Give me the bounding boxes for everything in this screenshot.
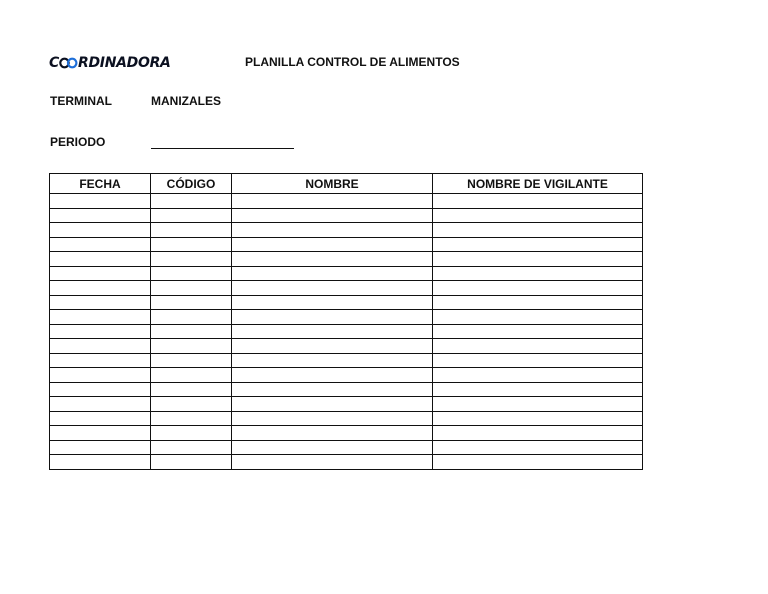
table-cell[interactable] [151,339,232,354]
table-cell[interactable] [232,237,433,252]
table-cell[interactable] [433,339,643,354]
food-control-table [49,173,643,470]
table-cell[interactable] [50,339,151,354]
table-row [50,353,643,368]
table-cell[interactable] [151,281,232,296]
table-cell[interactable] [433,426,643,441]
table-cell[interactable] [232,324,433,339]
table-cell[interactable] [232,252,433,267]
table-row [50,281,643,296]
table-cell[interactable] [232,440,433,455]
table-cell[interactable] [232,397,433,412]
table-cell[interactable] [50,208,151,223]
coordinadora-logo [49,54,171,72]
table-cell[interactable] [433,208,643,223]
table-cell[interactable] [151,440,232,455]
table-cell[interactable] [50,310,151,325]
table-cell[interactable] [151,237,232,252]
table-cell[interactable] [151,411,232,426]
table-cell[interactable] [433,455,643,470]
table-cell[interactable] [151,353,232,368]
table-cell[interactable] [50,223,151,238]
table-cell[interactable] [50,295,151,310]
periodo-field[interactable] [151,148,294,149]
table-cell[interactable] [151,252,232,267]
table-cell[interactable] [433,295,643,310]
table-cell[interactable] [232,281,433,296]
table-cell[interactable] [433,382,643,397]
table-cell[interactable] [433,440,643,455]
periodo-label: PERIODO [50,135,106,149]
table-cell[interactable] [50,252,151,267]
table-cell[interactable] [151,194,232,209]
table-row [50,368,643,383]
table-cell[interactable] [151,324,232,339]
terminal-value: MANIZALES [151,94,221,108]
table-cell[interactable] [433,324,643,339]
table-cell[interactable] [50,455,151,470]
table-cell[interactable] [50,324,151,339]
table-cell[interactable] [232,426,433,441]
table-cell[interactable] [433,281,643,296]
table-cell[interactable] [232,223,433,238]
table-cell[interactable] [50,281,151,296]
table-cell[interactable] [50,237,151,252]
table-cell[interactable] [232,368,433,383]
table-cell[interactable] [232,455,433,470]
table-cell[interactable] [433,411,643,426]
table-cell[interactable] [433,252,643,267]
terminal-label: TERMINAL [50,94,112,108]
table-cell[interactable] [151,295,232,310]
logo-letter-c: C [49,55,59,71]
table-row [50,411,643,426]
table-cell[interactable] [50,194,151,209]
table-cell[interactable] [50,353,151,368]
table-cell[interactable] [232,266,433,281]
table-cell[interactable] [151,208,232,223]
table-cell[interactable] [433,194,643,209]
table-cell[interactable] [433,237,643,252]
table-cell[interactable] [151,368,232,383]
table-cell[interactable] [151,455,232,470]
logo-rings-icon [59,57,78,69]
table-row [50,440,643,455]
table-cell[interactable] [151,426,232,441]
table-row [50,295,643,310]
table-row [50,397,643,412]
column-header-codigo: CÓDIGO [151,174,232,194]
table-cell[interactable] [232,411,433,426]
table-cell[interactable] [433,266,643,281]
column-header-nombre-vigilante: NOMBRE DE VIGILANTE [433,174,643,194]
table-cell[interactable] [50,426,151,441]
table-cell[interactable] [232,295,433,310]
table-cell[interactable] [433,310,643,325]
column-header-nombre: NOMBRE [232,174,433,194]
page-title: PLANILLA CONTROL DE ALIMENTOS [245,55,460,69]
table-header-row [50,174,643,194]
table-cell[interactable] [232,310,433,325]
table-cell[interactable] [433,353,643,368]
table-cell[interactable] [151,382,232,397]
table-cell[interactable] [50,382,151,397]
table-row [50,223,643,238]
table-cell[interactable] [151,266,232,281]
table-cell[interactable] [50,266,151,281]
table-cell[interactable] [232,339,433,354]
table-row [50,324,643,339]
table-cell[interactable] [232,208,433,223]
table-cell[interactable] [50,440,151,455]
table-cell[interactable] [151,310,232,325]
table-row [50,194,643,209]
table-cell[interactable] [232,194,433,209]
table-body [50,194,643,470]
table-row [50,208,643,223]
table-row [50,339,643,354]
table-row [50,252,643,267]
column-header-fecha: FECHA [50,174,151,194]
table-cell[interactable] [151,397,232,412]
table-row [50,426,643,441]
table-row [50,310,643,325]
table-cell[interactable] [232,382,433,397]
table-cell[interactable] [50,397,151,412]
table-cell[interactable] [433,223,643,238]
table-cell[interactable] [151,223,232,238]
table-cell[interactable] [433,397,643,412]
table-cell[interactable] [50,411,151,426]
table-row [50,237,643,252]
logo-letters-rest: RDINADORA [77,55,171,71]
table-row [50,455,643,470]
table-row [50,382,643,397]
table-row [50,266,643,281]
table-cell[interactable] [433,368,643,383]
table-cell[interactable] [50,368,151,383]
table-cell[interactable] [232,353,433,368]
